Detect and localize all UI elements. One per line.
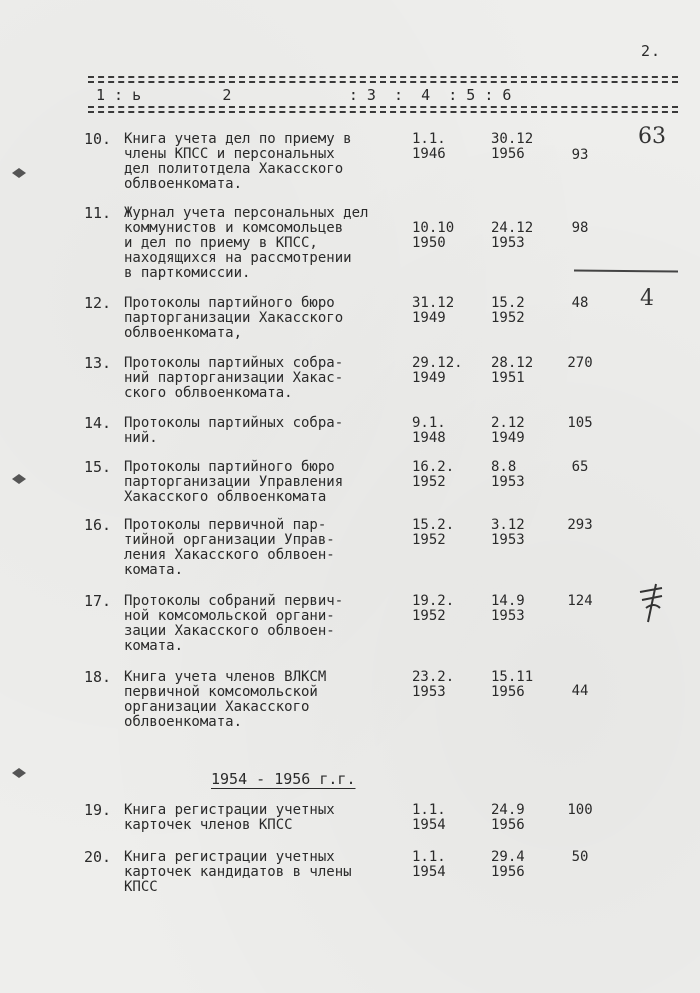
entry-end-date: 24.9 1956 bbox=[491, 802, 525, 833]
entry-title: Протоколы партийного бюро парторганизации Хакасского облвоенкомата, bbox=[124, 295, 344, 341]
entry-number: 11. bbox=[84, 204, 112, 222]
header-rule-top bbox=[88, 76, 678, 78]
entry-title: Протоколы партийного бюро парторганизации Управления Хакасского облвоенкомата bbox=[124, 459, 344, 505]
entry-start-date: 23.2. 1953 bbox=[412, 669, 455, 700]
entry-start-date: 9.1. 1948 bbox=[412, 415, 446, 446]
section-heading: 1954 - 1956 г.г. bbox=[211, 770, 356, 788]
entry-end-date: 29.4 1956 bbox=[491, 849, 525, 880]
entry-page-count: 44 bbox=[571, 683, 589, 699]
entry-title: Протоколы партийных собра- ний парторганизации Хакас- ского облвоенкомата. bbox=[124, 355, 344, 401]
entry-page-count: 293 bbox=[567, 517, 593, 533]
entry-title: Книга регистрации учетных карточек кандидатов в члены КПСС bbox=[124, 849, 352, 895]
entry-number: 17. bbox=[84, 592, 112, 610]
entry-start-date: 16.2. 1952 bbox=[412, 459, 455, 490]
entry-start-date: 1.1. 1954 bbox=[412, 849, 446, 880]
entry-number: 16. bbox=[84, 516, 112, 534]
entry-start-date: 15.2. 1952 bbox=[412, 517, 455, 548]
handwritten-mark-63: 63 bbox=[638, 124, 666, 149]
header-rule-bottom bbox=[88, 106, 678, 108]
entry-title: Протоколы партийных собра- ний. bbox=[124, 415, 344, 446]
entry-page-count: 124 bbox=[567, 593, 593, 609]
header-rule-bottom-second bbox=[88, 111, 678, 113]
handwritten-mark-4: 4 bbox=[640, 286, 654, 311]
entry-number: 13. bbox=[84, 354, 112, 372]
entry-title: Журнал учета персональных дел коммунистов и комсомольцев и дел по приему в КПСС, находящихся на рассмотрении в парткомиссии. bbox=[124, 205, 369, 281]
entry-end-date: 24.12 1953 bbox=[491, 220, 534, 251]
handwritten-scribble-icon bbox=[634, 582, 668, 624]
entry-end-date: 2.12 1949 bbox=[491, 415, 525, 446]
entry-title: Книга учета членов ВЛКСМ первичной комсомольской организации Хакасского облвоенкомата. bbox=[124, 669, 327, 730]
entry-number: 18. bbox=[84, 668, 112, 686]
entry-start-date: 31.12 1949 bbox=[412, 295, 455, 326]
entry-number: 14. bbox=[84, 414, 112, 432]
entry-start-date: 29.12. 1949 bbox=[412, 355, 463, 386]
entry-page-count: 50 bbox=[571, 849, 589, 865]
entry-end-date: 28.12 1951 bbox=[491, 355, 534, 386]
entry-end-date: 30.12 1956 bbox=[491, 131, 534, 162]
entry-end-date: 8.8 1953 bbox=[491, 459, 525, 490]
entry-number: 10. bbox=[84, 130, 112, 148]
entry-title: Книга учета дел по приему в члены КПСС и персональных дел политотдела Хакасского облвоенкомата. bbox=[124, 131, 352, 192]
entry-page-count: 98 bbox=[571, 220, 589, 236]
header-rule-top-second bbox=[88, 81, 678, 83]
entry-start-date: 1.1. 1946 bbox=[412, 131, 446, 162]
entry-start-date: 10.10 1950 bbox=[412, 220, 455, 251]
entry-title: Книга регистрации учетных карточек членов КПСС bbox=[124, 802, 335, 833]
entry-end-date: 14.9 1953 bbox=[491, 593, 525, 624]
entry-number: 15. bbox=[84, 458, 112, 476]
entry-page-count: 270 bbox=[567, 355, 593, 371]
entry-number: 12. bbox=[84, 294, 112, 312]
entry-start-date: 19.2. 1952 bbox=[412, 593, 455, 624]
entry-end-date: 15.11 1956 bbox=[491, 669, 534, 700]
entry-start-date: 1.1. 1954 bbox=[412, 802, 446, 833]
page-number: 2. bbox=[641, 42, 662, 60]
entry-page-count: 100 bbox=[567, 802, 593, 818]
entry-end-date: 15.2 1952 bbox=[491, 295, 525, 326]
entry-number: 19. bbox=[84, 801, 112, 819]
entry-end-date: 3.12 1953 bbox=[491, 517, 525, 548]
binder-hole-icon bbox=[10, 472, 28, 486]
binder-hole-icon bbox=[10, 766, 28, 780]
entry-title: Протоколы первичной пар- тийной организации Управ- ления Хакасского облвоен- комата. bbox=[124, 517, 335, 578]
entry-page-count: 65 bbox=[571, 459, 589, 475]
column-headers: 1 : ь 2 : 3 : 4 : 5 : 6 bbox=[96, 86, 512, 104]
binder-hole-icon bbox=[10, 166, 28, 180]
entry-title: Протоколы собраний первич- ной комсомольской органи- зации Хакасского облвоен- комата. bbox=[124, 593, 344, 654]
entry-page-count: 93 bbox=[571, 147, 589, 163]
handwritten-line bbox=[574, 270, 678, 273]
entry-number: 20. bbox=[84, 848, 112, 866]
entry-page-count: 48 bbox=[571, 295, 589, 311]
entry-page-count: 105 bbox=[567, 415, 593, 431]
